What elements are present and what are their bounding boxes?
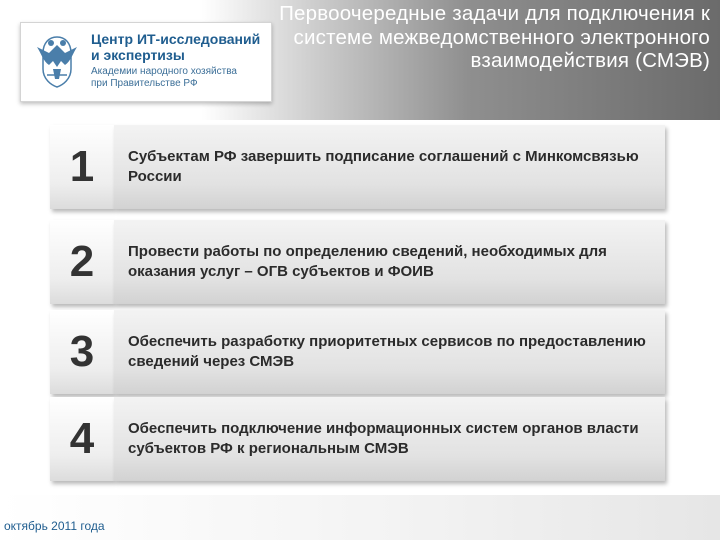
task-number-box	[50, 310, 114, 394]
task-row-1	[50, 125, 665, 209]
bottom-band	[0, 495, 720, 540]
task-text: Субъектам РФ завершить подписание соглашений с Минкомсвязью России	[128, 148, 639, 185]
logo-line-4: при Правительстве РФ	[91, 78, 198, 89]
task-text-box	[114, 397, 665, 481]
task-text: Обеспечить подключение информационных систем органов власти субъектов РФ к региональным СМЭВ	[128, 420, 639, 457]
logo-line-1: Центр ИТ-исследований	[91, 31, 261, 47]
task-text: Провести работы по определению сведений, необходимых для оказания услуг – ОГВ субъектов и ФОИВ	[128, 243, 607, 280]
task-text-box	[114, 220, 665, 304]
footer-date: октябрь 2011 года	[4, 519, 105, 533]
page-title: Первоочередные задачи для подключения к системе межведомственного электронного взаимодействия (СМЭВ)	[279, 2, 710, 72]
task-number-box	[50, 220, 114, 304]
task-row-3	[50, 310, 665, 394]
task-number: 2	[69, 237, 95, 286]
task-number: 4	[69, 414, 95, 463]
logo-line-3: Академии народного хозяйства	[91, 66, 237, 77]
task-row-2	[50, 220, 665, 304]
task-number: 1	[69, 142, 95, 191]
logo-line-2: и экспертизы	[91, 47, 185, 63]
task-row-4	[50, 397, 665, 481]
task-text-box	[114, 310, 665, 394]
task-number: 3	[69, 327, 95, 376]
logo-card	[20, 22, 272, 102]
task-text-box	[114, 125, 665, 209]
logo-text	[91, 31, 267, 90]
task-text: Обеспечить разработку приоритетных сервисов по предоставлению сведений через СМЭВ	[128, 333, 646, 370]
eagle-emblem-icon	[29, 31, 85, 91]
task-number-box	[50, 397, 114, 481]
task-number-box	[50, 125, 114, 209]
